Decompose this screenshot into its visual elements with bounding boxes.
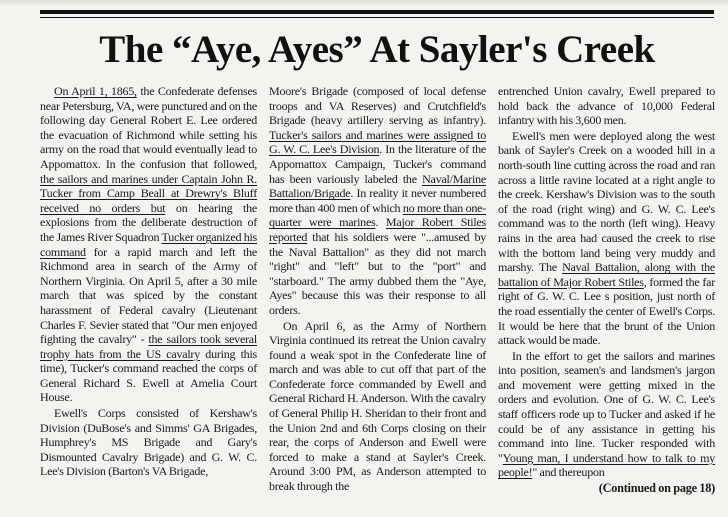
text-span: Moore's Brigade (composed of local defense troops and VA Reserves) and Crutchfield's Brigade (heavy artillery serving as infantry). [269,84,486,128]
column-3 [498,84,715,496]
headline-rule-thin [40,17,714,18]
text-span: . [375,215,386,230]
text-span: " and thereupon [532,465,605,480]
underlined-assigned-division: Tucker's sailors and marines were assigned to G. W. C. Lee's Division [269,127,486,157]
column-1 [40,84,257,496]
column-1-paragraph-1 [40,84,257,405]
text-span: , formed the far right of G. W. C. Lee s position, just north of the road essentially the center of Ewell's Corps. It would be here that the brunt of the Union attack would be made. [498,274,715,348]
underlined-sailors-no-orders: the sailors and marines under Captain John R. Tucker from Camp Beall at Drewry's Bluff received no orders but [40,171,257,215]
underlined-naval-marine-battalion: Naval/Marine Battalion/Brigade [269,171,486,201]
underlined-tucker-quote: Young man, I understand how to talk to my people! [498,450,715,480]
page-top-bleed [0,0,728,6]
underlined-trophy-hats: the sailors took several trophy hats from the US cavalry [40,332,257,361]
column-2 [269,84,486,496]
column-3-paragraph-3 [498,349,715,480]
text-span: . In reality it never numbered more than 400 men of which [269,186,486,215]
text-span: Ewell's men were deployed along the west bank of Sayler's Creek on a wooded hill in a north-south line cutting across the road and ran across a little ravine located at a right angle to the creek. Kershaw's Division was to the south of the road (right wing) and G. W. C. Lee's command was to the north (left wing). Heavy rains in the area had caused the creek to rise with the bottom land being very muddy and marshy. The [498,128,715,275]
column-1-paragraph-2: Ewell's Corps consisted of Kershaw's Division (DuBose's and Simms' GA Brigades, Humphrey's MS Brigade and Gary's Dismounted Cavalry Brigade) and G. W. C. Lee's Division (Barton's VA Brigade, [40,406,257,479]
underlined-quarter-marines: no more than one-quarter were marines [269,200,486,230]
column-3-paragraph-1: entrenched Union cavalry, Ewell prepared to hold back the advance of 10,000 Federal infantry with his 3,600 men. [498,84,715,128]
headline-rule-thick [40,10,714,14]
continued-on-page: (Continued on page 18) [598,481,715,496]
text-span: In the effort to get the sailors and marines into position, seamen's and landsmen's jargon and movement were getting mixed in the orders and evolution. One of G. W. C. Lee's staff officers rode up to Tucker and asked if he could be of any assistance in getting his command into line. Tucker responded with " [498,348,715,465]
underlined-stiles-reported: Major Robert Stiles reported [269,215,486,244]
underlined-date: On April 1, 1865, [54,84,137,98]
text-span: during this time), Tucker's command reached the corps of General Richard S. Ewell at Amelia Court House. [40,346,257,405]
text-span: the Confederate defenses near Petersburg, VA, were punctured and on the following day General Robert E. Lee ordered the evacuation of Richmond while setting his army on the road that would eventually lead to Appomattox. In the confusion that followed, [40,84,257,171]
text-span: for a rapid march and left the Richmond area in search of the Army of Northern Virginia. On April 5, after a 30 mile march that was spiced by the constant harassment of Federal cavalry (Lieutenant Charles F. Sevier stated that "Our men enjoyed fighting the cavalry" - [40,244,257,347]
column-2-paragraph-1 [269,84,486,318]
column-3-paragraph-2 [498,129,715,348]
article-columns [40,84,716,496]
underlined-tucker-organized: Tucker organized his command [40,229,257,259]
column-2-paragraph-2: On April 6, as the Army of Northern Virginia continued its retreat the Union cavalry found a weak spot in the Confederate line of march and was able to cut off that part of the Confederate force commanded by Ewell and General Richard H. Anderson. With the cavalry of General Philip H. Sheridan to their front and the Union 2nd and 6th Corps closing on their rear, the corps of Anderson and Ewell were forced to make a stand at Sayler's Creek. Around 3:00 PM, as Anderson attempted to break through the [269,318,486,494]
text-span: on hearing the explosions from the deliberate destruction of the James River Squadron [40,200,257,244]
text-span: that his soldiers were "...amused by the Naval Battalion" as they did not march "right" and "left" but to the "port" and "starboard." The army dubbed them the "Aye, Ayes" because this was their response to all orders. [269,229,486,317]
text-span: . In the literature of the Appomattox Campaign, Tucker's command has been variously labeled the [269,142,486,186]
article-headline: The “Aye, Ayes” At Sayler's Creek [99,28,655,71]
underlined-naval-battalion-stiles: Naval Battalion, along with the battalion of Major Robert Stiles [498,260,715,289]
